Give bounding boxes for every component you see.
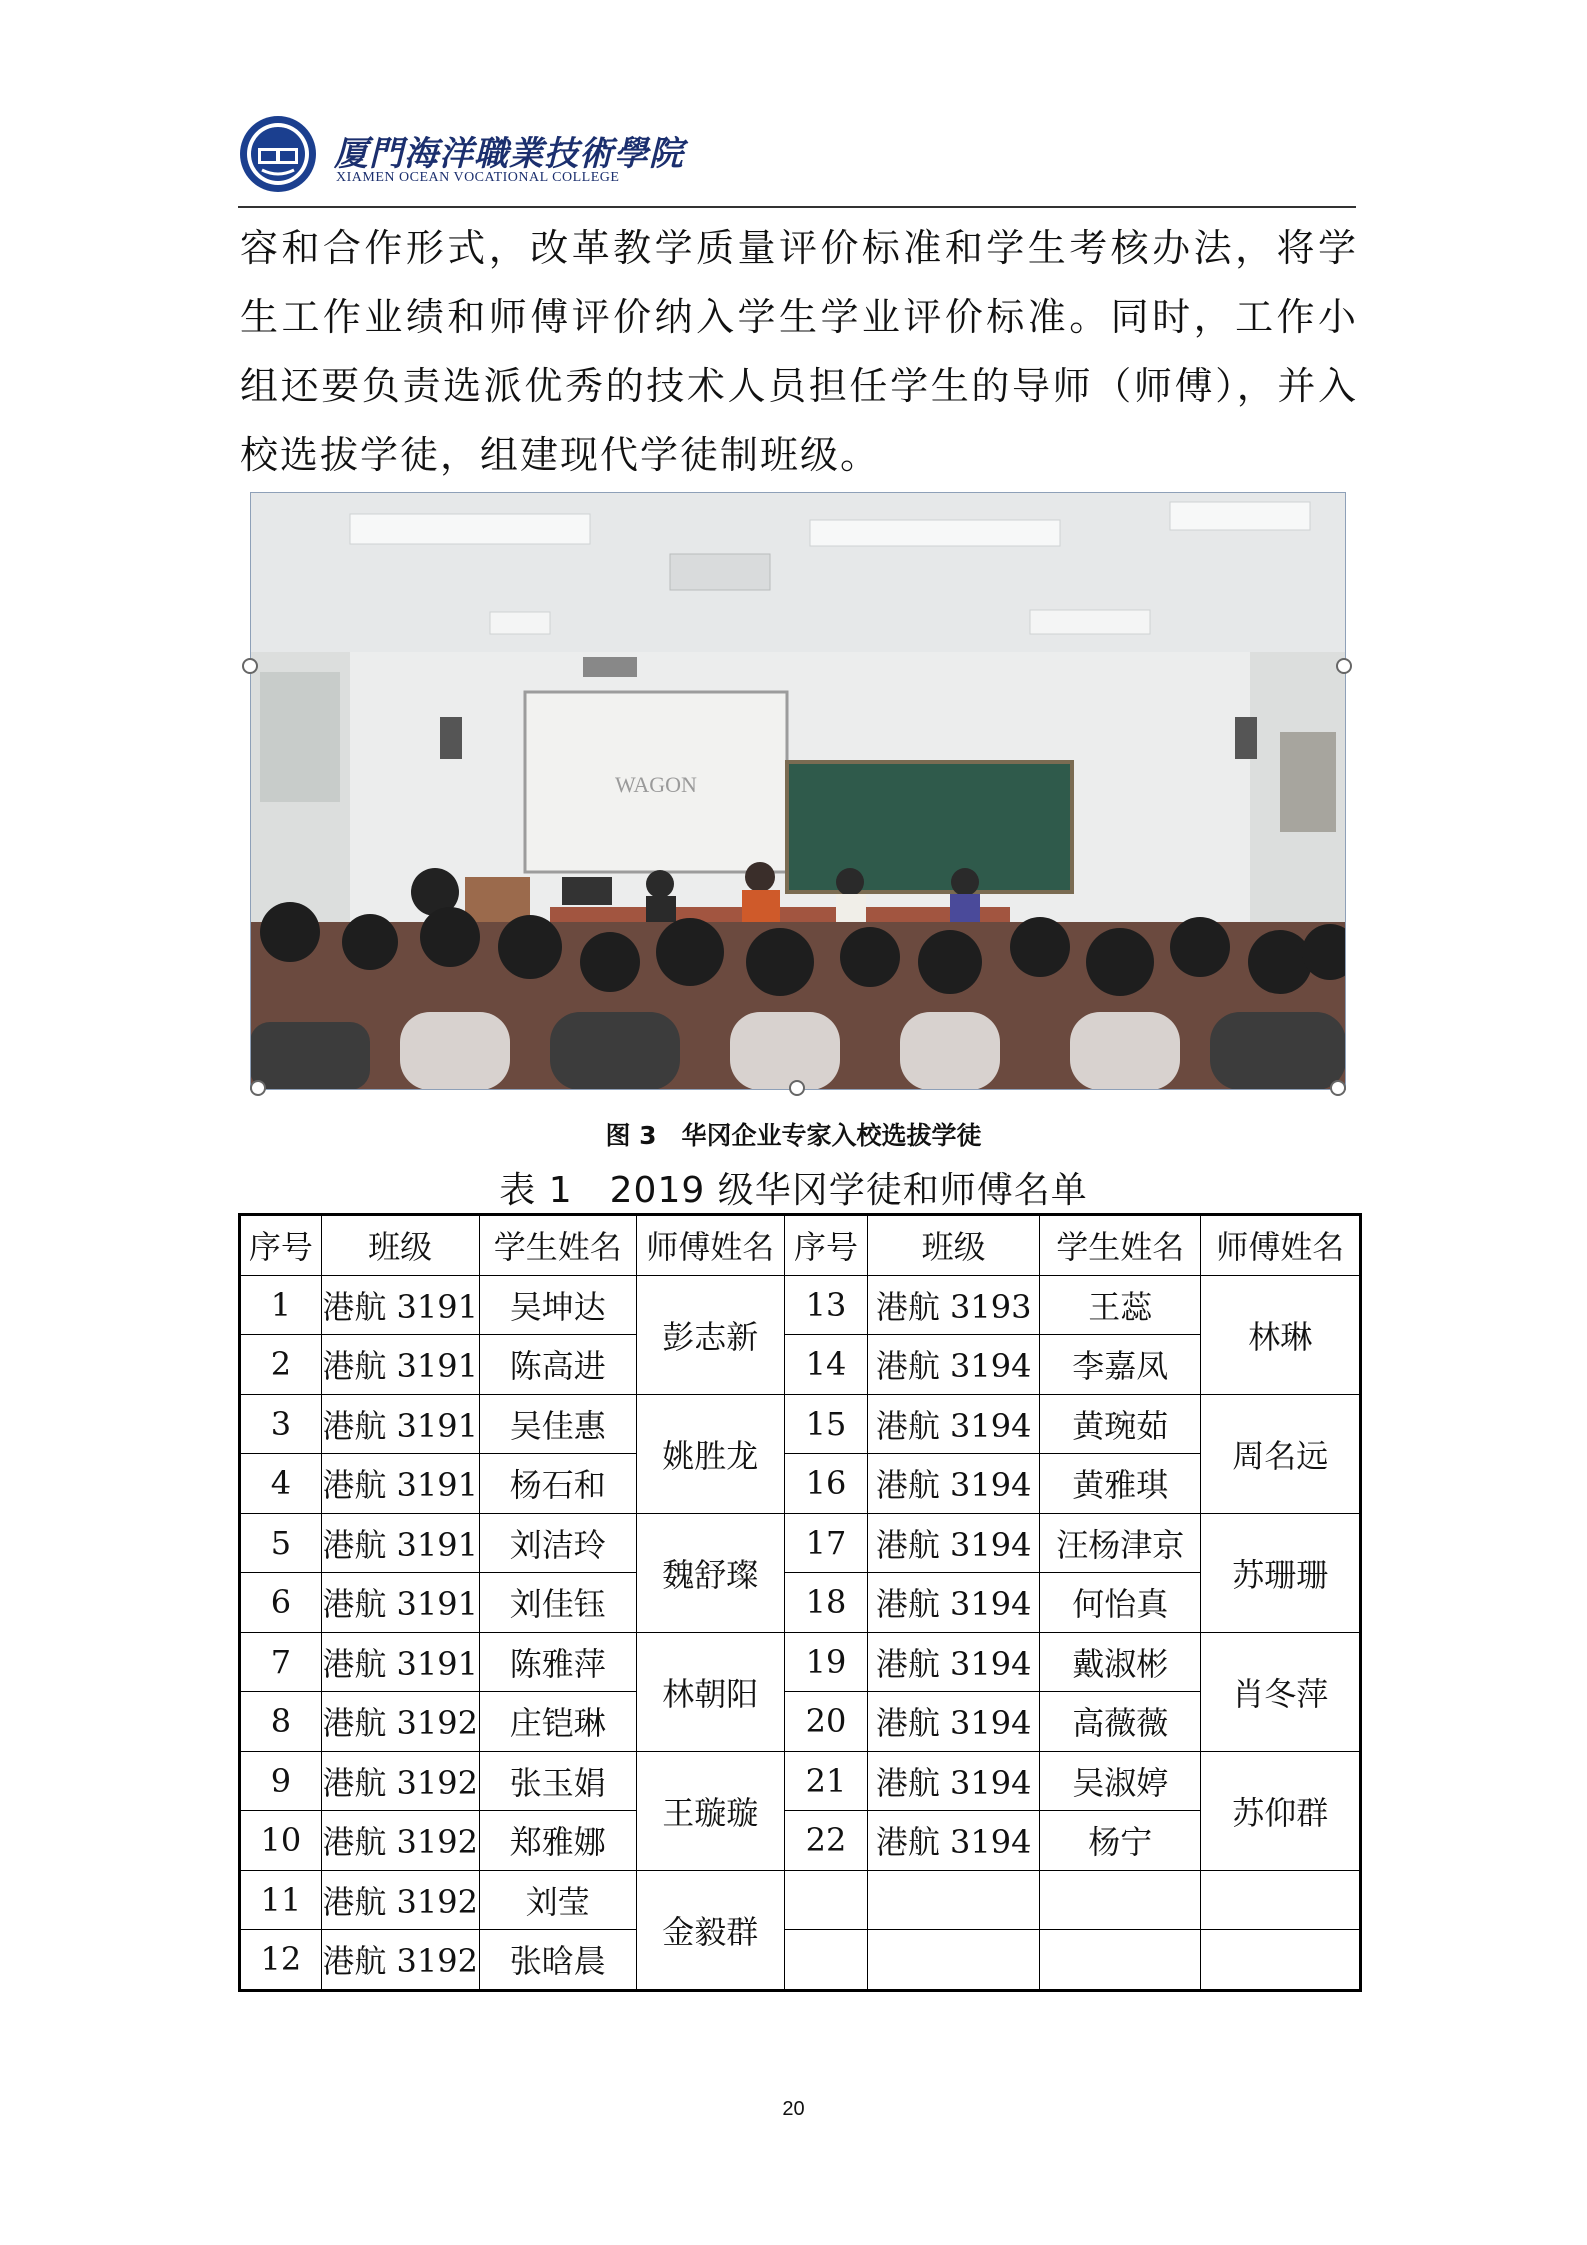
roster-table — [238, 1213, 1362, 1992]
cell-class: 港航 3194 — [868, 1751, 1040, 1811]
cell-index: 21 — [784, 1751, 868, 1811]
cell-mentor — [1201, 1870, 1361, 1930]
cell-class: 港航 3192 — [321, 1870, 479, 1930]
cell-class: 港航 3191 — [321, 1513, 479, 1573]
cell-mentor — [1201, 1930, 1361, 1991]
cell-index: 10 — [240, 1811, 322, 1871]
cell-class: 港航 3194 — [868, 1513, 1040, 1573]
cell-student: 郑雅娜 — [479, 1811, 636, 1871]
cell-index: 11 — [240, 1870, 322, 1930]
cell-class: 港航 3191 — [321, 1275, 479, 1335]
cell-student — [1039, 1870, 1200, 1930]
cell-index: 13 — [784, 1275, 868, 1335]
cell-mentor: 林朝阳 — [637, 1632, 785, 1751]
cell-student: 杨宁 — [1039, 1811, 1200, 1871]
image-handle-left[interactable] — [242, 658, 258, 674]
cell-class: 港航 3194 — [868, 1335, 1040, 1395]
table-title: 表 1 2019 级华冈学徒和师傅名单 — [499, 1170, 1088, 1211]
table-row — [240, 1573, 1361, 1633]
image-handle-bottom[interactable] — [789, 1080, 805, 1096]
page-number: 20 — [782, 2098, 805, 2120]
header-divider — [238, 206, 1356, 208]
cell-class: 港航 3192 — [321, 1751, 479, 1811]
cell-student: 何怡真 — [1039, 1573, 1200, 1633]
cell-index: 1 — [240, 1275, 322, 1335]
cell-student: 刘莹 — [479, 1870, 636, 1930]
cell-student: 戴淑彬 — [1039, 1632, 1200, 1692]
header-cell: 序号 — [784, 1215, 868, 1276]
cell-index: 15 — [784, 1394, 868, 1454]
cell-mentor: 魏舒璨 — [637, 1513, 785, 1632]
cell-student: 张晗晨 — [479, 1930, 636, 1991]
image-handle-bottom-left[interactable] — [250, 1080, 266, 1096]
cell-student: 汪杨津京 — [1039, 1513, 1200, 1573]
cell-mentor: 彭志新 — [637, 1275, 785, 1394]
cell-class: 港航 3191 — [321, 1335, 479, 1395]
cell-mentor: 王璇璇 — [637, 1751, 785, 1870]
cell-class: 港航 3191 — [321, 1454, 479, 1514]
college-name-en: XIAMEN OCEAN VOCATIONAL COLLEGE — [336, 170, 620, 185]
cell-student — [1039, 1930, 1200, 1991]
cell-class: 港航 3194 — [868, 1811, 1040, 1871]
page-header — [238, 108, 1356, 208]
cell-class — [868, 1870, 1040, 1930]
cell-mentor: 姚胜龙 — [637, 1394, 785, 1513]
cell-index: 4 — [240, 1454, 322, 1514]
cell-index: 7 — [240, 1632, 322, 1692]
cell-index: 14 — [784, 1335, 868, 1395]
cell-index — [784, 1930, 868, 1991]
table-row — [240, 1394, 1361, 1454]
table-row — [240, 1751, 1361, 1811]
cell-index: 2 — [240, 1335, 322, 1395]
cell-student: 庄铠琳 — [479, 1692, 636, 1752]
cell-class: 港航 3191 — [321, 1573, 479, 1633]
table-row — [240, 1692, 1361, 1752]
cell-mentor: 林琳 — [1201, 1275, 1361, 1394]
cell-class: 港航 3194 — [868, 1394, 1040, 1454]
image-handle-right[interactable] — [1336, 658, 1352, 674]
cell-index: 3 — [240, 1394, 322, 1454]
cell-index: 9 — [240, 1751, 322, 1811]
cell-mentor: 苏珊珊 — [1201, 1513, 1361, 1632]
figure-caption: 图 3 华冈企业专家入校选拔学徒 — [605, 1121, 982, 1150]
cell-student: 张玉娟 — [479, 1751, 636, 1811]
image-handle-bottom-right[interactable] — [1330, 1080, 1346, 1096]
cell-class: 港航 3192 — [321, 1692, 479, 1752]
cell-class: 港航 3194 — [868, 1692, 1040, 1752]
cell-mentor: 金毅群 — [637, 1870, 785, 1990]
cell-index: 6 — [240, 1573, 322, 1633]
cell-student: 李嘉凤 — [1039, 1335, 1200, 1395]
cell-index: 18 — [784, 1573, 868, 1633]
cell-class: 港航 3191 — [321, 1394, 479, 1454]
cell-index — [784, 1870, 868, 1930]
cell-class: 港航 3194 — [868, 1632, 1040, 1692]
cell-index: 19 — [784, 1632, 868, 1692]
cell-student: 吴坤达 — [479, 1275, 636, 1335]
cell-student: 陈高进 — [479, 1335, 636, 1395]
cell-mentor: 周名远 — [1201, 1394, 1361, 1513]
header-cell: 学生姓名 — [479, 1215, 636, 1276]
header-cell: 师傅姓名 — [637, 1215, 785, 1276]
cell-index: 17 — [784, 1513, 868, 1573]
cell-class: 港航 3192 — [321, 1930, 479, 1991]
cell-student: 吴佳惠 — [479, 1394, 636, 1454]
header-cell: 班级 — [868, 1215, 1040, 1276]
cell-class: 港航 3192 — [321, 1811, 479, 1871]
cell-index: 5 — [240, 1513, 322, 1573]
cell-index: 20 — [784, 1692, 868, 1752]
table-row — [240, 1870, 1361, 1930]
header-cell: 序号 — [240, 1215, 322, 1276]
cell-class: 港航 3194 — [868, 1454, 1040, 1514]
cell-student: 陈雅萍 — [479, 1632, 636, 1692]
college-name-cn: 厦門海洋職業技術學院 — [334, 134, 684, 174]
table-row — [240, 1335, 1361, 1395]
screen-text: WAGON — [615, 772, 697, 797]
cell-student: 王蕊 — [1039, 1275, 1200, 1335]
cell-class: 港航 3193 — [868, 1275, 1040, 1335]
table-row — [240, 1811, 1361, 1871]
cell-mentor: 肖冬萍 — [1201, 1632, 1361, 1751]
classroom-photo — [250, 492, 1346, 1090]
cell-student: 黄雅琪 — [1039, 1454, 1200, 1514]
cell-student: 高薇薇 — [1039, 1692, 1200, 1752]
cell-index: 16 — [784, 1454, 868, 1514]
body-paragraph: 容和合作形式，改革教学质量评价标准和学生考核办法，将学生工作业绩和师傅评价纳入学生学业评价标准。同时，工作小组还要负责选派优秀的技术人员担任学生的导师（师傅），并入校选拔学徒，组建现代学徒制班级。 — [240, 226, 1358, 477]
cell-index: 22 — [784, 1811, 868, 1871]
cell-index: 8 — [240, 1692, 322, 1752]
cell-index: 12 — [240, 1930, 322, 1991]
cell-student: 黄琬茹 — [1039, 1394, 1200, 1454]
cell-student: 杨石和 — [479, 1454, 636, 1514]
cell-class — [868, 1930, 1040, 1991]
table-row — [240, 1454, 1361, 1514]
cell-class: 港航 3191 — [321, 1632, 479, 1692]
cell-student: 刘洁玲 — [479, 1513, 636, 1573]
header-cell: 学生姓名 — [1039, 1215, 1200, 1276]
cell-student: 刘佳钰 — [479, 1573, 636, 1633]
college-logo-icon — [238, 114, 318, 194]
table-row — [240, 1513, 1361, 1573]
table-header-row — [240, 1215, 1361, 1276]
table-row — [240, 1632, 1361, 1692]
header-cell: 师傅姓名 — [1201, 1215, 1361, 1276]
cell-student: 吴淑婷 — [1039, 1751, 1200, 1811]
table-row — [240, 1275, 1361, 1335]
table-row — [240, 1930, 1361, 1991]
cell-class: 港航 3194 — [868, 1573, 1040, 1633]
header-cell: 班级 — [321, 1215, 479, 1276]
cell-mentor: 苏仰群 — [1201, 1751, 1361, 1870]
